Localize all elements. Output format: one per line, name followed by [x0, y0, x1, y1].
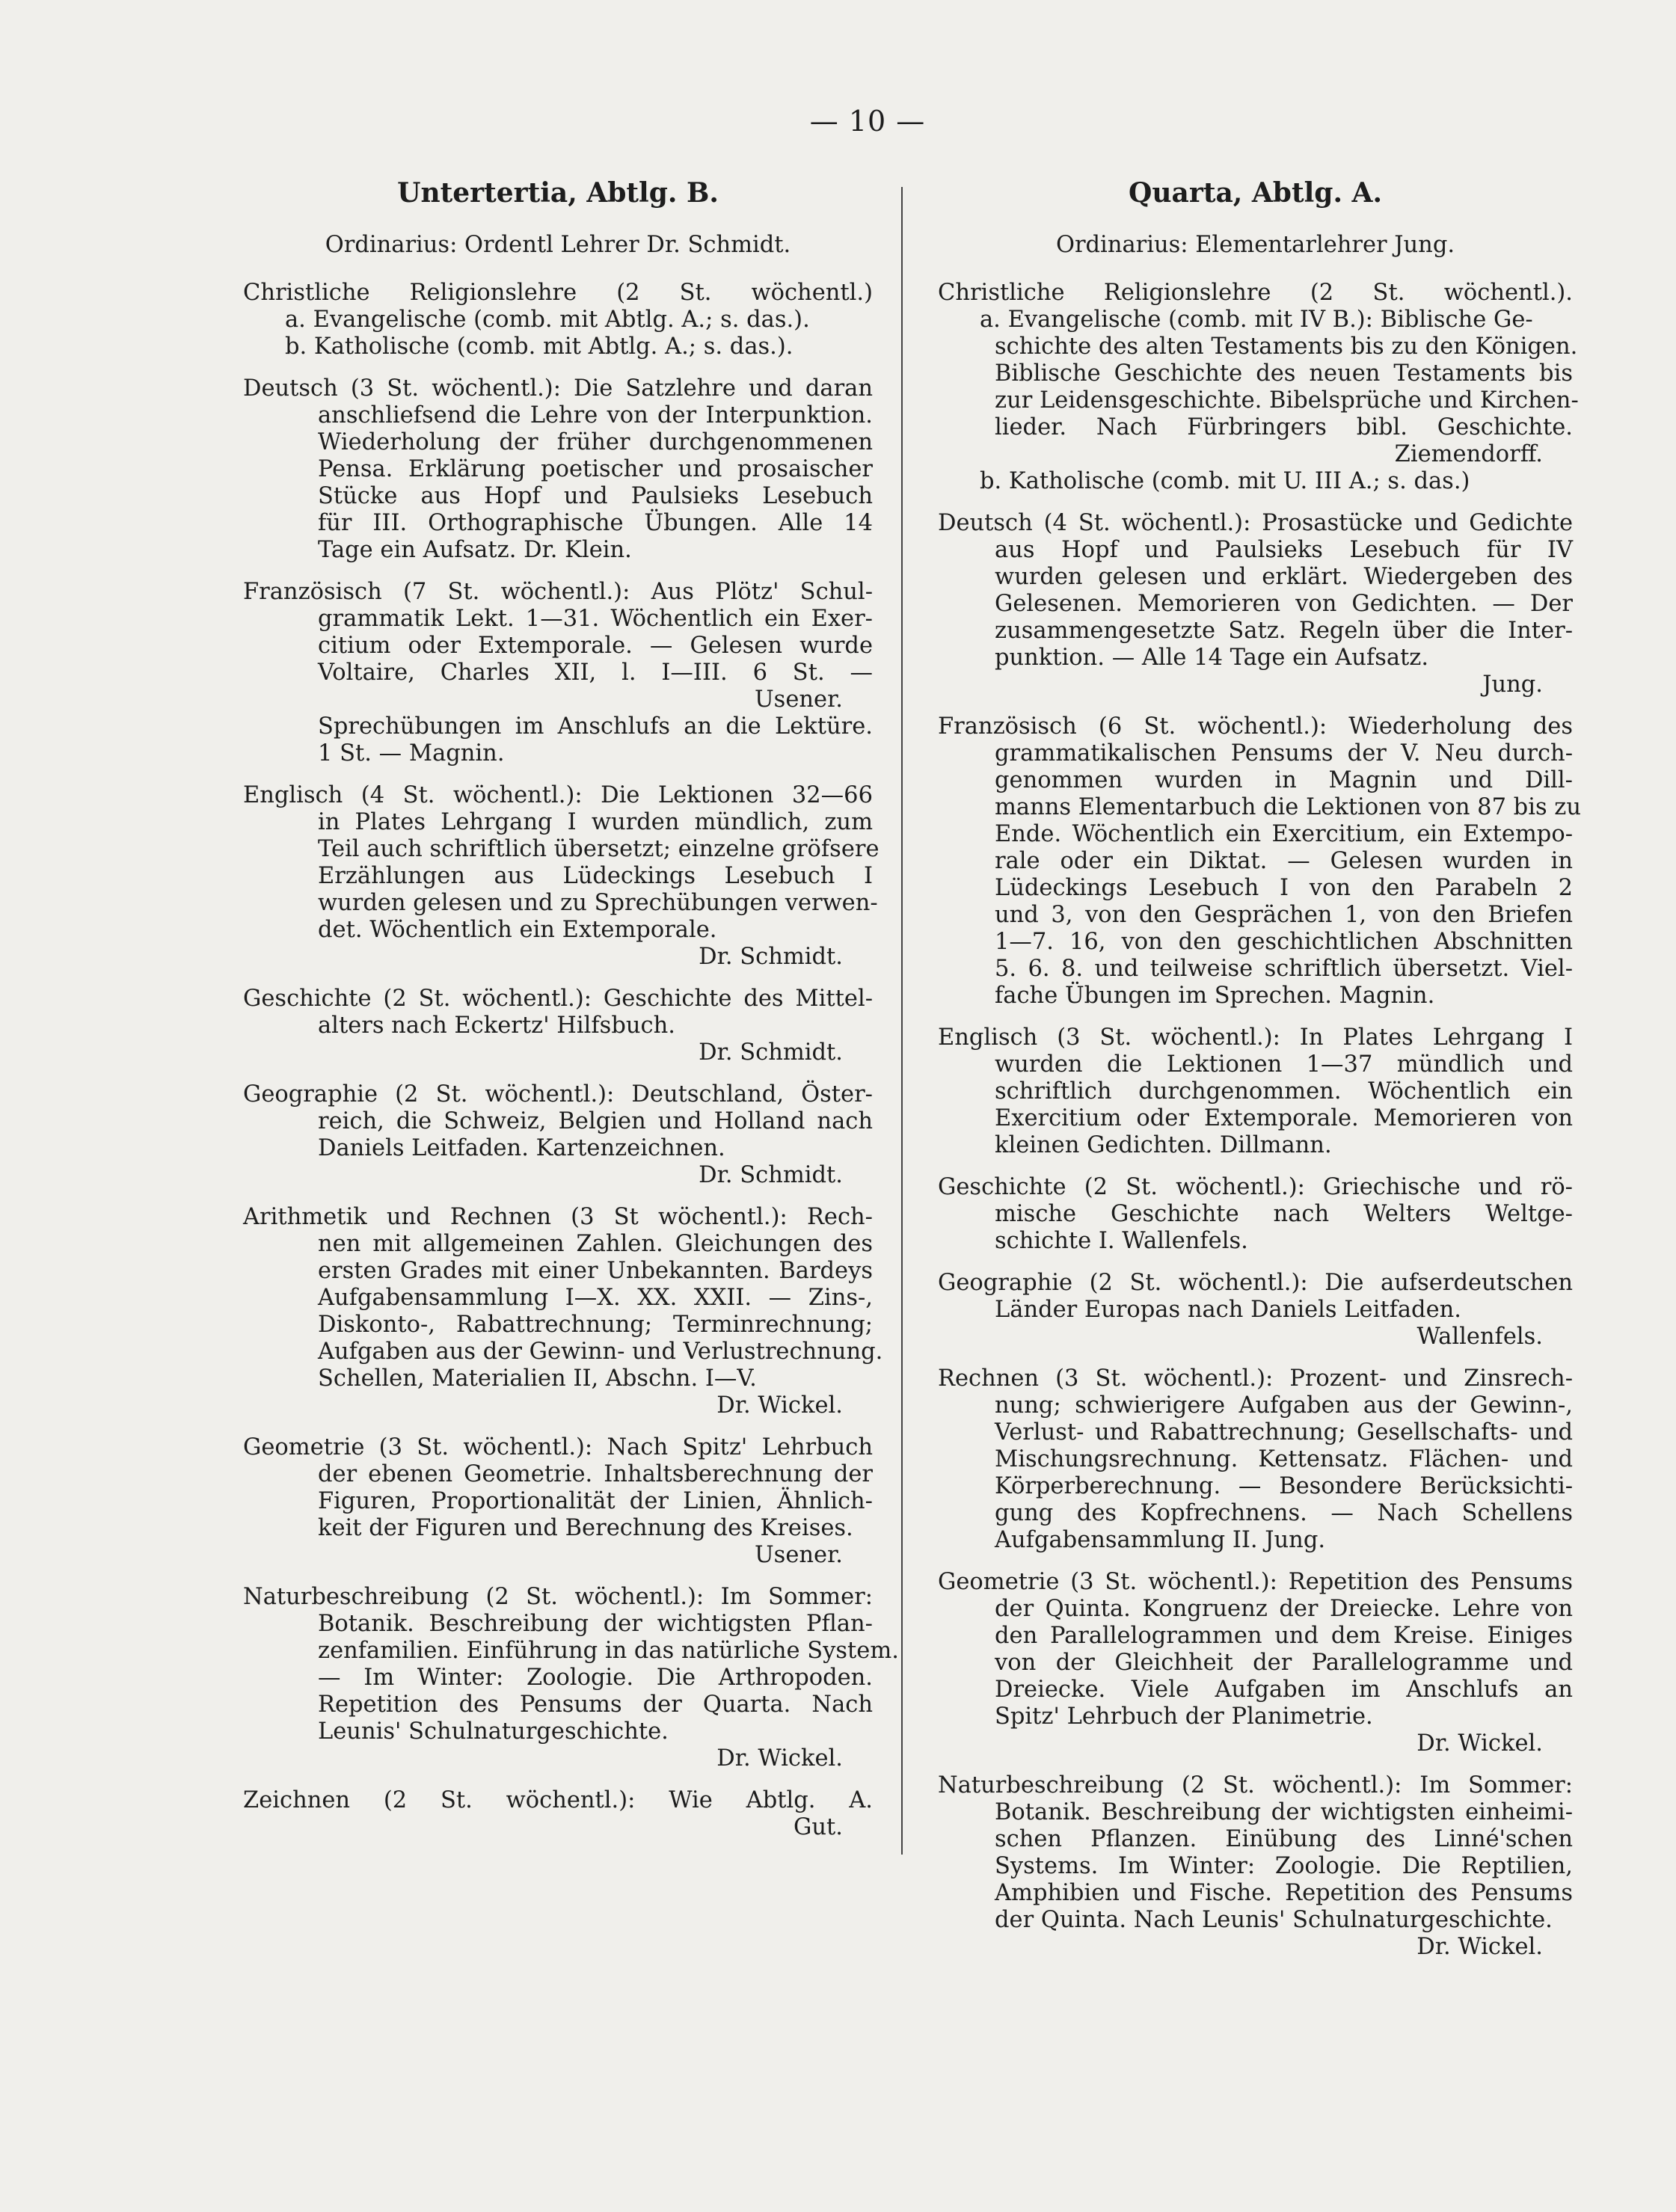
- text-line: Verlust- und Rabattrechnung; Gesellschafts- und: [995, 1419, 1573, 1446]
- text-line: Geschichte (2 St. wöchentl.): Geschichte des Mittel-: [243, 986, 873, 1012]
- text-line: a. Evangelische (comb. mit IV B.): Biblische Ge-: [980, 307, 1533, 333]
- text-line: citium oder Extemporale. — Gelesen wurde: [318, 633, 873, 659]
- text-line: alters nach Eckertz' Hilfsbuch.: [318, 1013, 675, 1039]
- text-line: Botanik. Beschreibung der wichtigsten einheimi-: [995, 1799, 1573, 1825]
- text-line: schichte des alten Testaments bis zu den Königen.: [995, 334, 1578, 360]
- text-line: b. Katholische (comb. mit U. III A.; s. das.): [980, 468, 1470, 494]
- text-line: rale oder ein Diktat. — Gelesen wurden in: [995, 848, 1573, 874]
- text-line: Lüdeckings Lesebuch I von den Parabeln 2: [995, 875, 1573, 901]
- page-number: — 10 —: [809, 105, 926, 138]
- text-line: det. Wöchentlich ein Extemporale.: [318, 917, 717, 943]
- text-line: a. Evangelische (comb. mit Abtlg. A.; s. das.).: [285, 307, 810, 333]
- text-line: lieder. Nach Fürbringers bibl. Geschichte.: [995, 414, 1573, 440]
- text-line: Dreiecke. Viele Aufgaben im Anschlufs an: [995, 1677, 1573, 1703]
- text-line: den Parallelogrammen und dem Kreise. Einiges: [995, 1623, 1573, 1649]
- text-line: Geometrie (3 St. wöchentl.): Nach Spitz' Lehrbuch: [243, 1434, 873, 1460]
- text-line: Usener.: [754, 1542, 843, 1568]
- text-line: Mischungsrechnung. Kettensatz. Flächen- und: [995, 1446, 1573, 1472]
- subject-entry: [938, 1174, 1573, 1255]
- section-heading-untertertia: Untertertia, Abtlg. B.: [397, 177, 719, 209]
- text-line: Länder Europas nach Daniels Leitfaden.: [995, 1297, 1461, 1323]
- subject-entry: [938, 1569, 1573, 1757]
- text-line: Voltaire, Charles XII, l. I—III. 6 St. —: [318, 660, 873, 686]
- subject-entry: [243, 375, 873, 564]
- text-line: Dr. Wickel.: [1416, 1934, 1543, 1960]
- text-line: der ebenen Geometrie. Inhaltsberechnung der: [318, 1461, 873, 1487]
- subject-list: [938, 280, 1582, 1961]
- text-line: Geschichte (2 St. wöchentl.): Griechische und rö-: [938, 1174, 1573, 1200]
- subject-entry: [243, 1081, 873, 1189]
- text-line: 1 St. — Magnin.: [318, 740, 505, 766]
- text-line: zur Leidensgeschichte. Bibelsprüche und Kirchen-: [995, 387, 1579, 414]
- text-line: Körperberechnung. — Besondere Berücksichti-: [995, 1473, 1573, 1499]
- text-line: Naturbeschreibung (2 St. wöchentl.): Im Sommer:: [243, 1584, 873, 1610]
- text-line: schichte I. Wallenfels.: [995, 1228, 1248, 1254]
- subject-entry: [243, 986, 873, 1066]
- text-line: Stücke aus Hopf und Paulsieks Lesebuch: [318, 483, 873, 509]
- text-line: — Im Winter: Zoologie. Die Arthropoden.: [318, 1665, 873, 1691]
- text-line: Dr. Wickel.: [1416, 1730, 1543, 1757]
- text-line: Biblische Geschichte des neuen Testaments bis: [995, 360, 1573, 387]
- text-line: Spitz' Lehrbuch der Planimetrie.: [995, 1703, 1373, 1730]
- text-line: und 3, von den Gesprächen 1, von den Briefen: [995, 902, 1573, 928]
- text-line: Englisch (4 St. wöchentl.): Die Lektionen 32—66: [243, 782, 873, 808]
- text-line: Exercitium oder Extemporale. Memorieren von: [995, 1105, 1573, 1131]
- text-line: Deutsch (3 St. wöchentl.): Die Satzlehre und daran: [243, 375, 873, 402]
- text-line: genommen wurden in Magnin und Dill-: [995, 767, 1573, 793]
- subject-entry: [938, 713, 1582, 1010]
- text-line: Arithmetik und Rechnen (3 St wöchentl.): Rech-: [243, 1204, 873, 1230]
- text-line: Teil auch schriftlich übersetzt; einzelne gröfsere: [318, 836, 880, 862]
- text-line: Amphibien und Fische. Repetition des Pensums: [995, 1880, 1573, 1906]
- text-line: Systems. Im Winter: Zoologie. Die Reptilien,: [995, 1853, 1573, 1879]
- text-line: Daniels Leitfaden. Kartenzeichnen.: [318, 1135, 725, 1161]
- subject-entry: [243, 579, 873, 767]
- text-line: Ziemendorff.: [1394, 441, 1543, 467]
- ordinarius-line: Ordinarius: Elementarlehrer Jung.: [1055, 232, 1455, 258]
- text-line: mische Geschichte nach Welters Weltge-: [995, 1201, 1573, 1227]
- text-line: für III. Orthographische Übungen. Alle 14: [318, 510, 873, 536]
- text-line: reich, die Schweiz, Belgien und Holland nach: [318, 1108, 873, 1134]
- text-line: Dr. Schmidt.: [699, 944, 843, 970]
- text-line: wurden die Lektionen 1—37 mündlich und: [995, 1051, 1573, 1078]
- text-line: nen mit allgemeinen Zahlen. Gleichungen des: [318, 1231, 873, 1257]
- text-line: Figuren, Proportionalität der Linien, Ähnlich-: [318, 1488, 873, 1514]
- subject-entry: [938, 1024, 1573, 1159]
- text-line: zusammengesetzte Satz. Regeln über die Inter-: [995, 618, 1573, 644]
- ordinarius-line: Ordinarius: Ordentl Lehrer Dr. Schmidt.: [325, 232, 791, 258]
- text-line: schen Pflanzen. Einübung des Linné'schen: [995, 1826, 1573, 1852]
- text-line: schriftlich durchgenommen. Wöchentlich ein: [995, 1078, 1573, 1105]
- text-line: Französisch (7 St. wöchentl.): Aus Plötz' Schul-: [243, 579, 873, 605]
- text-line: von der Gleichheit der Parallelogramme und: [995, 1650, 1573, 1676]
- text-line: der Quinta. Kongruenz der Dreiecke. Lehre von: [995, 1596, 1573, 1622]
- text-line: Christliche Religionslehre (2 St. wöchentl.).: [938, 280, 1573, 306]
- text-line: 1—7. 16, von den geschichtlichen Abschnitten: [995, 929, 1573, 955]
- text-line: Deutsch (4 St. wöchentl.): Prosastücke und Gedichte: [938, 510, 1573, 536]
- text-line: ersten Grades mit einer Unbekannten. Bardeys: [318, 1258, 873, 1284]
- text-line: grammatik Lekt. 1—31. Wöchentlich ein Exer-: [318, 606, 873, 632]
- subject-entry: [938, 1365, 1573, 1554]
- text-line: Geographie (2 St. wöchentl.): Deutschland, Öster-: [243, 1081, 873, 1107]
- text-line: Wiederholung der früher durchgenommenen: [318, 429, 873, 455]
- subject-entry: [938, 1772, 1573, 1961]
- text-line: Leunis' Schulnaturgeschichte.: [318, 1718, 669, 1745]
- subject-entry: [938, 280, 1579, 495]
- text-line: wurden gelesen und erklärt. Wiedergeben des: [995, 564, 1573, 590]
- text-line: b. Katholische (comb. mit Abtlg. A.; s. das.).: [285, 334, 794, 360]
- text-line: Gelesenen. Memorieren von Gedichten. — Der: [995, 591, 1573, 617]
- text-line: Pensa. Erklärung poetischer und prosaischer: [318, 456, 873, 482]
- text-line: Diskonto-, Rabattrechnung; Terminrechnung;: [318, 1312, 873, 1338]
- text-line: Dr. Schmidt.: [699, 1039, 843, 1066]
- text-line: Dr. Wickel.: [716, 1392, 843, 1419]
- text-line: Naturbeschreibung (2 St. wöchentl.): Im Sommer:: [938, 1772, 1573, 1798]
- right-column: [938, 177, 1582, 1976]
- text-line: kleinen Gedichten. Dillmann.: [995, 1132, 1332, 1158]
- text-line: Dr. Schmidt.: [699, 1162, 843, 1188]
- text-line: Französisch (6 St. wöchentl.): Wiederholung des: [938, 713, 1573, 740]
- text-line: Geographie (2 St. wöchentl.): Die aufserdeutschen: [938, 1270, 1573, 1296]
- text-line: Schellen, Materialien II, Abschn. I—V.: [318, 1365, 757, 1392]
- text-line: Ende. Wöchentlich ein Exercitium, ein Extempo-: [995, 821, 1573, 847]
- text-line: Erzählungen aus Lüdeckings Lesebuch I: [318, 863, 873, 889]
- section-heading-quarta: Quarta, Abtlg. A.: [1129, 177, 1382, 209]
- text-line: anschliefsend die Lehre von der Interpunktion.: [318, 402, 873, 428]
- text-line: Repetition des Pensums der Quarta. Nach: [318, 1692, 873, 1718]
- text-line: Dr. Wickel.: [716, 1745, 843, 1772]
- subject-entry: [243, 1787, 873, 1841]
- text-line: Englisch (3 St. wöchentl.): In Plates Lehrgang I: [938, 1024, 1573, 1051]
- text-line: Usener.: [754, 686, 843, 713]
- text-line: Gut.: [794, 1814, 843, 1840]
- text-line: zenfamilien. Einführung in das natürliche System.: [318, 1638, 899, 1664]
- text-line: in Plates Lehrgang I wurden mündlich, zum: [318, 809, 873, 835]
- text-line: manns Elementarbuch die Lektionen von 87 bis zu: [995, 794, 1582, 820]
- subject-entry: [243, 1434, 873, 1569]
- subject-entry: [243, 1204, 883, 1419]
- text-line: Geometrie (3 St. wöchentl.): Repetition des Pensums: [938, 1569, 1573, 1595]
- text-line: Christliche Religionslehre (2 St. wöchentl.): [243, 280, 873, 306]
- subject-entry: [243, 280, 873, 360]
- text-line: der Quinta. Nach Leunis' Schulnaturgeschichte.: [995, 1907, 1553, 1933]
- left-column: [243, 177, 899, 1856]
- text-line: gung des Kopfrechnens. — Nach Schellens: [995, 1500, 1573, 1526]
- column-divider: [901, 187, 903, 1855]
- text-line: Aufgaben aus der Gewinn- und Verlustrechnung.: [318, 1339, 883, 1365]
- subject-entry: [938, 1270, 1573, 1351]
- text-line: Aufgabensammlung II. Jung.: [995, 1527, 1326, 1553]
- text-line: aus Hopf und Paulsieks Lesebuch für IV: [995, 537, 1573, 563]
- text-line: Rechnen (3 St. wöchentl.): Prozent- und Zinsrech-: [938, 1365, 1573, 1392]
- subject-entry: [938, 510, 1573, 698]
- text-line: Aufgabensammlung I—X. XX. XXII. — Zins-,: [318, 1285, 873, 1311]
- text-line: Tage ein Aufsatz. Dr. Klein.: [318, 537, 632, 563]
- text-line: Wallenfels.: [1416, 1324, 1543, 1350]
- text-line: punktion. — Alle 14 Tage ein Aufsatz.: [995, 645, 1429, 671]
- subject-list: [243, 280, 899, 1841]
- text-line: 5. 6. 8. und teilweise schriftlich übersetzt. Viel-: [995, 956, 1573, 982]
- text-line: keit der Figuren und Berechnung des Kreises.: [318, 1515, 853, 1541]
- subject-entry: [243, 782, 880, 971]
- text-line: Botanik. Beschreibung der wichtigsten Pflan-: [318, 1611, 873, 1637]
- text-line: Sprechübungen im Anschlufs an die Lektüre.: [318, 713, 873, 740]
- text-line: Jung.: [1482, 672, 1543, 698]
- text-line: grammatikalischen Pensums der V. Neu durch-: [995, 740, 1573, 766]
- text-line: fache Übungen im Sprechen. Magnin.: [995, 983, 1435, 1009]
- text-line: Zeichnen (2 St. wöchentl.): Wie Abtlg. A.: [243, 1787, 873, 1813]
- text-line: nung; schwierigere Aufgaben aus der Gewinn-,: [995, 1392, 1573, 1419]
- subject-entry: [243, 1584, 899, 1772]
- text-line: wurden gelesen und zu Sprechübungen verwen-: [318, 890, 878, 916]
